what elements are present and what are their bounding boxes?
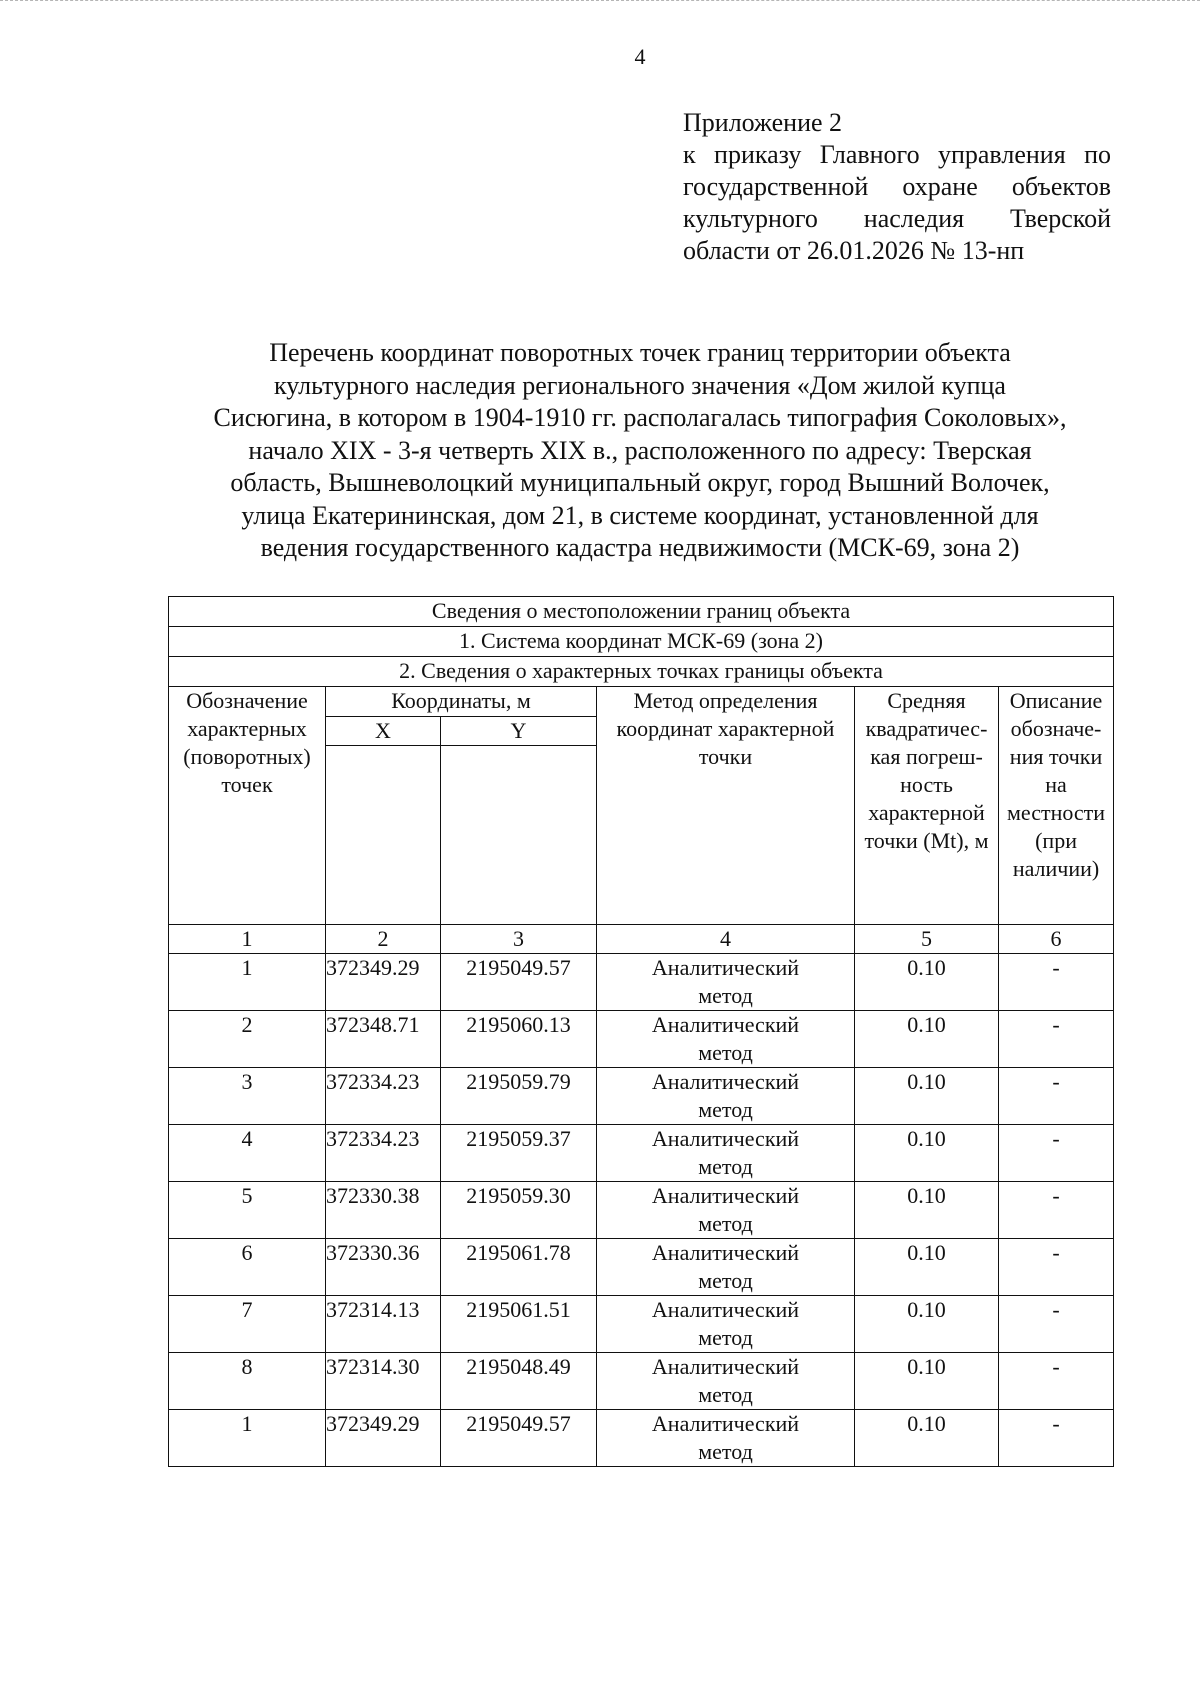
appendix-line-5: области от 26.01.2026 № 13-нп xyxy=(683,236,1025,265)
column-header-designation xyxy=(169,687,326,925)
column-header-y-spacer xyxy=(441,746,597,925)
column-header-text: характерной xyxy=(868,800,985,825)
appendix-line-2: к приказу Главного управления по xyxy=(683,140,1111,169)
scan-edge-line xyxy=(0,0,1200,2)
column-header-text: ность xyxy=(900,772,953,797)
header-boundaries-info: Сведения о местоположении границ объекта xyxy=(169,597,1114,627)
method-text: метод xyxy=(698,983,753,1008)
cell-method xyxy=(597,1239,855,1296)
column-header-text: (при xyxy=(1035,828,1077,853)
method-text: метод xyxy=(698,1211,753,1236)
method-text: Аналитический xyxy=(651,955,800,980)
cell-y: 2195049.57 xyxy=(441,954,597,1011)
cell-x: 372349.29 xyxy=(326,1410,441,1467)
appendix-line-1: Приложение 2 xyxy=(683,108,843,137)
cell-point: 3 xyxy=(169,1068,326,1125)
method-text: метод xyxy=(698,1382,753,1407)
cell-y: 2195048.49 xyxy=(441,1353,597,1410)
table-row xyxy=(169,1296,1114,1353)
method-text: метод xyxy=(698,1325,753,1350)
title-line: ведения государственного кадастра недвижимости (МСК-69, зона 2) xyxy=(260,533,1020,562)
column-number: 6 xyxy=(999,925,1114,954)
column-header-text: местности xyxy=(1006,800,1106,825)
table-row xyxy=(169,1068,1114,1125)
cell-error: 0.10 xyxy=(855,1011,999,1068)
method-text: метод xyxy=(698,1439,753,1464)
cell-y: 2195059.37 xyxy=(441,1125,597,1182)
column-numbers-row xyxy=(169,925,1114,954)
cell-x: 372314.13 xyxy=(326,1296,441,1353)
cell-error: 0.10 xyxy=(855,1182,999,1239)
cell-description: - xyxy=(999,1068,1114,1125)
method-text: метод xyxy=(698,1268,753,1293)
method-text: метод xyxy=(698,1154,753,1179)
cell-description: - xyxy=(999,954,1114,1011)
method-text: Аналитический xyxy=(651,1012,800,1037)
appendix-line-3: государственной охране объектов xyxy=(683,172,1111,201)
cell-description: - xyxy=(999,1011,1114,1068)
title-line: улица Екатерининская, дом 21, в системе координат, установленной для xyxy=(241,500,1039,530)
column-number: 5 xyxy=(855,925,999,954)
cell-y: 2195060.13 xyxy=(441,1011,597,1068)
cell-y: 2195049.57 xyxy=(441,1410,597,1467)
cell-x: 372334.23 xyxy=(326,1125,441,1182)
column-header-text: точки xyxy=(698,744,753,769)
column-header-text: Описание xyxy=(1009,688,1103,713)
cell-y: 2195061.78 xyxy=(441,1239,597,1296)
method-text: Аналитический xyxy=(651,1354,800,1379)
cell-method xyxy=(597,1296,855,1353)
cell-method xyxy=(597,1353,855,1410)
cell-description: - xyxy=(999,1239,1114,1296)
column-header-text: (поворотных) xyxy=(183,744,311,769)
cell-error: 0.10 xyxy=(855,1239,999,1296)
title-line: область, Вышневолоцкий муниципальный округ, город Вышний Волочек, xyxy=(230,468,1050,497)
cell-x: 372330.36 xyxy=(326,1239,441,1296)
column-number: 3 xyxy=(441,925,597,954)
column-header-x-spacer xyxy=(326,746,441,925)
cell-description: - xyxy=(999,1125,1114,1182)
column-header-text: Средняя xyxy=(887,688,966,713)
cell-point: 1 xyxy=(169,954,326,1011)
header-points-info: 2. Сведения о характерных точках границы объекта xyxy=(169,657,1114,687)
cell-point: 8 xyxy=(169,1353,326,1410)
cell-x: 372314.30 xyxy=(326,1353,441,1410)
column-header-description xyxy=(999,687,1114,925)
column-header-text: точки (Mt), м xyxy=(864,828,989,853)
column-number: 2 xyxy=(326,925,441,954)
appendix-header xyxy=(683,107,1111,267)
column-header-x: X xyxy=(326,717,441,746)
column-header-text: Обозначение xyxy=(186,688,308,713)
cell-point: 4 xyxy=(169,1125,326,1182)
cell-description: - xyxy=(999,1410,1114,1467)
cell-error: 0.10 xyxy=(855,1296,999,1353)
column-header-text: кая погреш- xyxy=(870,744,983,769)
cell-x: 372348.71 xyxy=(326,1011,441,1068)
method-text: метод xyxy=(698,1040,753,1065)
column-header-text: квадратичес- xyxy=(865,716,988,741)
method-text: Аналитический xyxy=(651,1069,800,1094)
cell-error: 0.10 xyxy=(855,1068,999,1125)
cell-error: 0.10 xyxy=(855,1353,999,1410)
cell-error: 0.10 xyxy=(855,954,999,1011)
header-coordinate-system: 1. Система координат МСК-69 (зона 2) xyxy=(169,627,1114,657)
cell-x: 372330.38 xyxy=(326,1182,441,1239)
cell-point: 2 xyxy=(169,1011,326,1068)
method-text: метод xyxy=(698,1097,753,1122)
column-number: 4 xyxy=(597,925,855,954)
column-header-text: ния точки xyxy=(1009,744,1103,769)
column-header-text: характерных xyxy=(187,716,307,741)
column-number: 1 xyxy=(169,925,326,954)
column-header-y: Y xyxy=(441,717,597,746)
coordinates-table xyxy=(168,596,1114,1467)
cell-point: 7 xyxy=(169,1296,326,1353)
column-header-coordinates: Координаты, м xyxy=(326,687,597,717)
cell-method xyxy=(597,1068,855,1125)
cell-y: 2195061.51 xyxy=(441,1296,597,1353)
cell-x: 372334.23 xyxy=(326,1068,441,1125)
table-row xyxy=(169,1011,1114,1068)
cell-x: 372349.29 xyxy=(326,954,441,1011)
cell-method xyxy=(597,1011,855,1068)
table-row xyxy=(169,1410,1114,1467)
cell-method xyxy=(597,954,855,1011)
column-header-error xyxy=(855,687,999,925)
method-text: Аналитический xyxy=(651,1297,800,1322)
table-row xyxy=(169,1353,1114,1410)
column-header-text: координат характерной xyxy=(616,716,835,741)
table-header xyxy=(169,597,1114,954)
title-line: культурного наследия регионального значения «Дом жилой купца xyxy=(274,370,1006,400)
cell-method xyxy=(597,1182,855,1239)
cell-point: 5 xyxy=(169,1182,326,1239)
cell-description: - xyxy=(999,1182,1114,1239)
table-body xyxy=(169,954,1114,1467)
document-title xyxy=(150,337,1130,565)
title-line: начало XIX - 3-я четверть XIX в., расположенного по адресу: Тверская xyxy=(248,435,1032,465)
cell-error: 0.10 xyxy=(855,1125,999,1182)
cell-method xyxy=(597,1125,855,1182)
cell-description: - xyxy=(999,1296,1114,1353)
column-header-text: обозначе- xyxy=(1010,716,1102,741)
column-header-text: наличии) xyxy=(1012,856,1100,881)
column-header-text: Метод определения xyxy=(633,688,818,713)
table-row xyxy=(169,1182,1114,1239)
method-text: Аналитический xyxy=(651,1240,800,1265)
title-line: Сисюгина, в котором в 1904-1910 гг. располагалась типография Соколовых», xyxy=(213,403,1067,432)
title-line: Перечень координат поворотных точек границ территории объекта xyxy=(269,338,1011,367)
column-header-method xyxy=(597,687,855,925)
method-text: Аналитический xyxy=(651,1126,800,1151)
column-header-text: на xyxy=(1045,772,1067,797)
cell-description: - xyxy=(999,1353,1114,1410)
table-row xyxy=(169,1239,1114,1296)
page-number: 4 xyxy=(634,44,646,69)
cell-error: 0.10 xyxy=(855,1410,999,1467)
table-row xyxy=(169,1125,1114,1182)
cell-y: 2195059.30 xyxy=(441,1182,597,1239)
cell-point: 1 xyxy=(169,1410,326,1467)
method-text: Аналитический xyxy=(651,1411,800,1436)
cell-point: 6 xyxy=(169,1239,326,1296)
appendix-line-4: культурного наследия Тверской xyxy=(683,204,1111,233)
method-text: Аналитический xyxy=(651,1183,800,1208)
cell-method xyxy=(597,1410,855,1467)
column-header-text: точек xyxy=(221,772,273,797)
cell-y: 2195059.79 xyxy=(441,1068,597,1125)
table-row xyxy=(169,954,1114,1011)
